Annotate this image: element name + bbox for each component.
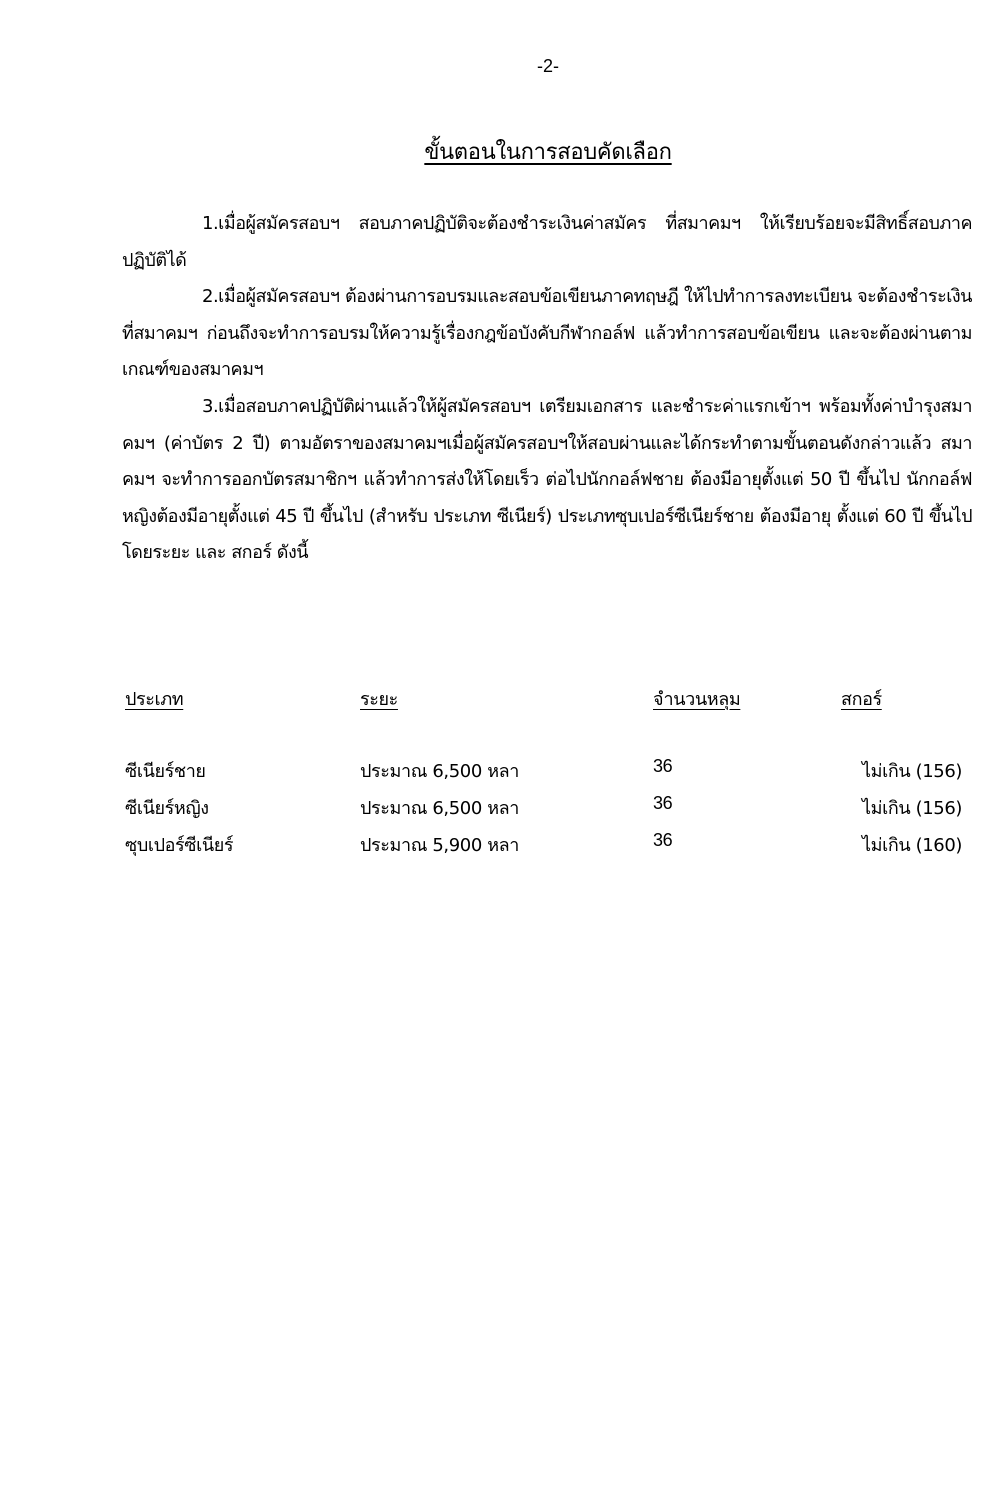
table-row — [122, 830, 972, 867]
paragraph-3: 3.เมื่อสอบภาคปฏิบัติผ่านแล้วให้ผู้สมัครสอบฯ เตรียมเอกสาร และชำระค่าแรกเข้าฯ พร้อมทั้งค่าบำรุงสมาคมฯ (ค่าบัตร 2 ปี) ตามอัตราของสมาคมฯเมื่อผู้สมัครสอบฯให้สอบผ่านและได้กระทำตามขั้นตอนดังกล่าวแล้ว สมาคมฯ จะทำการออกบัตรสมาชิกฯ แล้วทำการส่งให้โดยเร็ว ต่อไปนักกอล์ฟชาย ต้องมีอายุตั้งแต่ 50 ปี ขึ้นไป นักกอล์ฟหญิงต้องมีอายุตั้งแต่ 45 ปี ขึ้นไป (สำหรับ ประเภท ซีเนียร์) ประเภทซุบเปอร์ซีเนียร์ชาย ต้องมีอายุ ตั้งแต่ 60 ปี ขึ้นไป โดยระยะ และ สกอร์ ดังนี้ — [122, 396, 972, 563]
header-distance: ระยะ — [360, 689, 398, 710]
table-header-row — [122, 684, 972, 756]
page-title: ขั้นตอนในการสอบคัดเลือก — [424, 140, 672, 165]
table-row — [122, 793, 972, 830]
cell-holes: 36 — [653, 793, 673, 813]
cell-type: ซุบเปอร์ซีเนียร์ — [125, 835, 234, 856]
cell-type: ซีเนียร์ชาย — [125, 761, 206, 782]
cell-type: ซีเนียร์หญิง — [125, 798, 209, 819]
page-number: -2- — [537, 56, 559, 76]
table-row — [122, 756, 972, 793]
criteria-table — [122, 684, 972, 867]
cell-distance: ประมาณ 5,900 หลา — [360, 835, 520, 856]
cell-holes: 36 — [653, 830, 673, 850]
cell-score: ไม่เกิน (156) — [862, 761, 962, 782]
header-holes: จำนวนหลุม — [653, 689, 741, 710]
cell-score: ไม่เกิน (160) — [862, 835, 962, 856]
cell-distance: ประมาณ 6,500 หลา — [360, 761, 520, 782]
paragraph-1: 1.เมื่อผู้สมัครสอบฯ สอบภาคปฏิบัติจะต้องชำระเงินค่าสมัคร ที่สมาคมฯ ให้เรียบร้อยจะมีสิทธิ์สอบภาคปฏิบัติได้ — [122, 213, 972, 271]
header-type: ประเภท — [125, 689, 184, 710]
paragraph-2: 2.เมื่อผู้สมัครสอบฯ ต้องผ่านการอบรมและสอบข้อเขียนภาคทฤษฎี ให้ไปทำการลงทะเบียน จะต้องชำระเงินที่สมาคมฯ ก่อนถึงจะทำการอบรมให้ความรู้เรื่องกฎข้อบังคับกีฬากอล์ฟ แล้วทำการสอบข้อเขียน และจะต้องผ่านตามเกณฑ์ของสมาคมฯ — [122, 286, 972, 380]
cell-score: ไม่เกิน (156) — [862, 798, 962, 819]
cell-distance: ประมาณ 6,500 หลา — [360, 798, 520, 819]
cell-holes: 36 — [653, 756, 673, 776]
header-score: สกอร์ — [841, 689, 882, 710]
